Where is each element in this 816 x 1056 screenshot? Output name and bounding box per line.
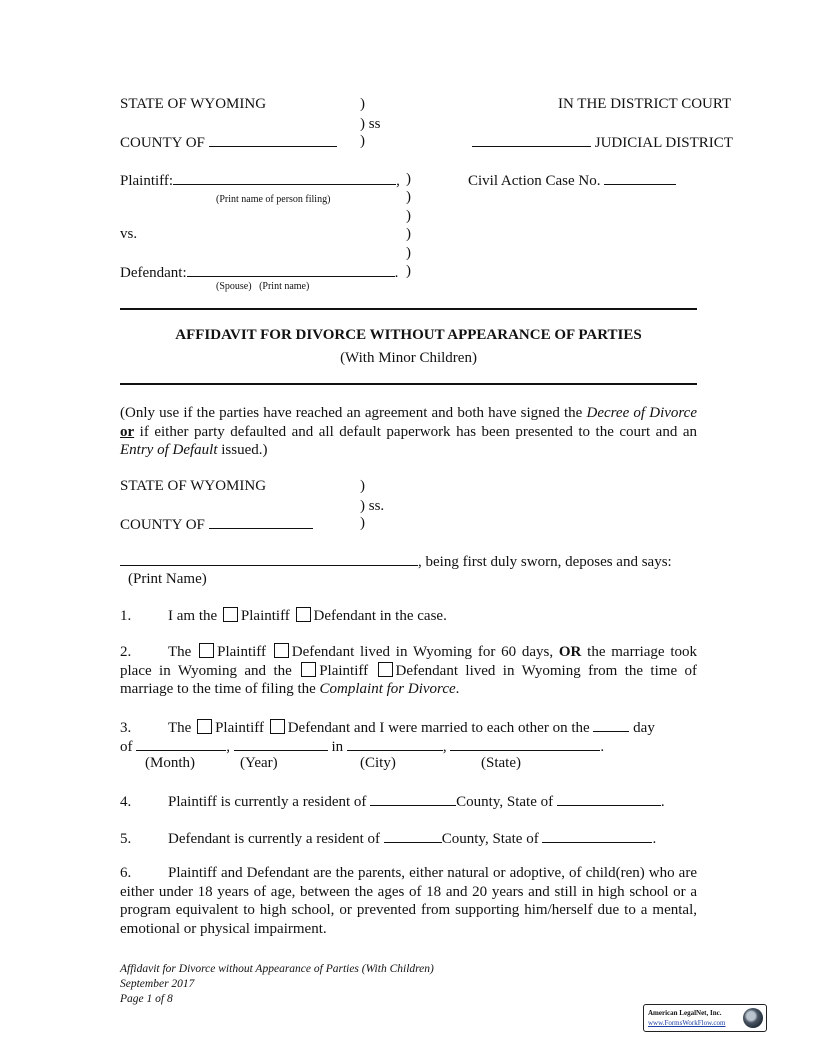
defendant-checkbox[interactable]	[274, 643, 289, 658]
day-field[interactable]	[593, 717, 629, 732]
item-6: 6. Plaintiff and Defendant are the parents, either natural or adoptive, of child(ren) who are either under 18 years of age, between the ages of 18 and 20 years and still in high school or a program equivalent to high school, or prevented from supporting him/herself due to a mental, emotional or physical impairment.	[120, 865, 697, 937]
vs: vs.	[120, 226, 138, 242]
logo-company: American LegalNet, Inc.	[648, 1009, 722, 1017]
court-name: IN THE DISTRICT COURT	[558, 96, 732, 112]
case-no: Civil Action Case No.	[468, 170, 676, 190]
month-hint: (Month)	[145, 755, 195, 771]
venue-county-field[interactable]	[209, 514, 313, 529]
item-5: 5. Defendant is currently a resident of County, State of .	[120, 828, 656, 848]
defendant-county-field[interactable]	[384, 828, 442, 843]
plaintiff-county-field[interactable]	[370, 791, 456, 806]
venue-ss: ) ss.	[360, 498, 385, 514]
plaintiff-hint: (Print name of person filing)	[216, 194, 331, 205]
plaintiff-checkbox[interactable]	[223, 607, 238, 622]
caption-paren: )	[360, 96, 365, 112]
plaintiff-checkbox[interactable]	[197, 719, 212, 734]
venue-state: STATE OF WYOMING	[120, 478, 267, 494]
logo-url[interactable]: www.FormsWorkFlow.com	[648, 1019, 726, 1027]
city-hint: (City)	[360, 755, 396, 771]
caption-county: COUNTY OF	[120, 132, 337, 152]
county-field[interactable]	[209, 132, 337, 147]
defendant-line: Defendant: .	[120, 262, 398, 282]
state-hint: (State)	[481, 755, 521, 771]
footer-date: September 2017	[120, 978, 195, 990]
plaintiff-field[interactable]	[173, 170, 396, 185]
plaintiff-line: Plaintiff: ,	[120, 170, 400, 190]
document-subtitle: (With Minor Children)	[340, 350, 477, 366]
item-3-line-1: 3. The Plaintiff Defendant and I were married to each other on the day	[120, 717, 655, 737]
venue-county: COUNTY OF	[120, 514, 313, 534]
item-4: 4. Plaintiff is currently a resident of County, State of .	[120, 791, 665, 811]
print-name-hint: (Print Name)	[128, 571, 207, 587]
affiant-name-field[interactable]	[120, 551, 418, 566]
year-hint: (Year)	[240, 755, 278, 771]
defendant-checkbox[interactable]	[296, 607, 311, 622]
case-no-field[interactable]	[604, 170, 676, 185]
sworn-line: , being first duly sworn, deposes and says:	[120, 551, 672, 571]
footer-form-title: Affidavit for Divorce without Appearance of Parties (With Children)	[120, 963, 434, 975]
item-3-line-2: of , in , .	[120, 736, 604, 756]
plaintiff-state-field[interactable]	[557, 791, 661, 806]
judicial-district: JUDICIAL DISTRICT	[472, 132, 733, 152]
defendant-hint: (Spouse) (Print name)	[216, 281, 310, 292]
item-1: 1. I am the Plaintiff Defendant in the case.	[120, 608, 447, 624]
plaintiff-checkbox[interactable]	[301, 662, 316, 677]
caption-state: STATE OF WYOMING	[120, 96, 267, 112]
american-legalnet-logo[interactable]	[643, 1004, 767, 1032]
defendant-checkbox[interactable]	[270, 719, 285, 734]
plaintiff-checkbox[interactable]	[199, 643, 214, 658]
document-title: AFFIDAVIT FOR DIVORCE WITHOUT APPEARANCE OF PARTIES	[175, 327, 642, 343]
defendant-field[interactable]	[187, 262, 395, 277]
divider-bottom	[120, 383, 697, 385]
district-field[interactable]	[472, 132, 591, 147]
caption-parens: ) ) ) ) ) )	[406, 171, 411, 280]
venue-paren: )	[360, 515, 365, 531]
instructions: (Only use if the parties have reached an agreement and both have signed the Decree of Divorce or if either party defaulted and all default paperwork has been presented to the court and an Entry of Default issued.)	[120, 405, 697, 458]
item-2: 2. The Plaintiff Defendant lived in Wyoming for 60 days, OR the marriage took place in Wyoming and the Plaintiff Defendant lived in Wyoming from the time of marriage to the time of filing the Complaint for Divorce.	[120, 644, 698, 697]
state-field[interactable]	[450, 736, 600, 751]
divider-top	[120, 308, 697, 310]
defendant-state-field[interactable]	[542, 828, 652, 843]
caption-ss: ) ss	[360, 116, 381, 132]
month-field[interactable]	[136, 736, 226, 751]
year-field[interactable]	[234, 736, 328, 751]
caption-paren: )	[360, 133, 365, 149]
footer-page: Page 1 of 8	[120, 993, 173, 1005]
city-field[interactable]	[347, 736, 443, 751]
venue-paren: )	[360, 478, 365, 494]
globe-icon	[743, 1008, 763, 1028]
defendant-checkbox[interactable]	[378, 662, 393, 677]
